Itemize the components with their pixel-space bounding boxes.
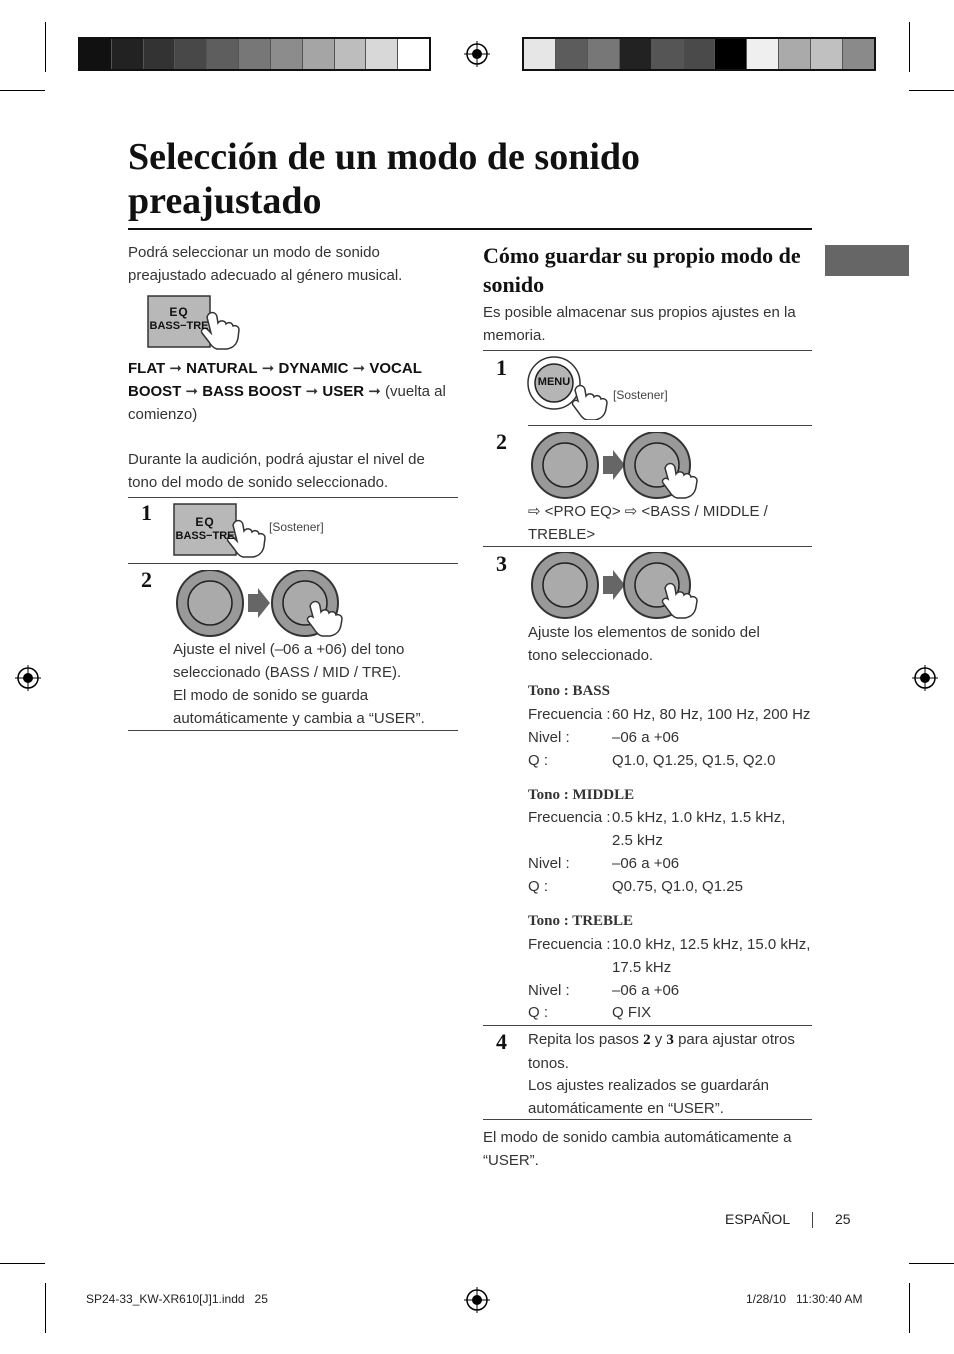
right-step4-text2: Los ajustes realizados se guardarán automáticamente en “USER”.: [528, 1077, 769, 1117]
crop-mark: [0, 90, 45, 91]
step-ref-2: 2: [643, 1032, 651, 1048]
frequency-value-continued: 17.5 kHz: [612, 959, 672, 976]
tone-title: Tono : TREBLE: [528, 913, 634, 929]
step-rule: [483, 546, 812, 547]
q-label: Q :: [528, 1004, 549, 1021]
step4-text-mid: y: [654, 1031, 663, 1048]
registration-mark-icon: [464, 1287, 490, 1313]
arrow-right-icon: ➞: [368, 383, 381, 400]
eq-label: EQ: [169, 305, 189, 319]
tone-q-row: [528, 749, 812, 772]
crop-mark: [909, 22, 910, 72]
registration-mark-icon: [464, 41, 490, 67]
q-label: Q :: [528, 752, 549, 769]
tone-frequency-row: [528, 933, 812, 979]
tone-title: Tono : BASS: [528, 683, 610, 699]
tone-group-middle: [528, 784, 812, 904]
section-heading: Cómo guardar su propio modo de sonido: [483, 243, 801, 297]
level-value: –06 a +06: [612, 855, 680, 872]
tone-frequency-row: [528, 703, 812, 726]
crop-mark: [909, 90, 954, 91]
mode-sequence: [128, 357, 453, 426]
left-step1-hold: [Sostener]: [269, 520, 324, 534]
level-value: –06 a +06: [612, 729, 680, 746]
footer-divider: [812, 1212, 813, 1228]
menu-path-pro-eq: <PRO EQ>: [544, 503, 621, 520]
right-step4-number: 4: [496, 1029, 507, 1054]
right-intro: Es posible almacenar sus propios ajustes en la memoria.: [483, 304, 796, 344]
step-rule: [483, 1119, 812, 1120]
left-step1-number: 1: [141, 500, 152, 525]
mode-flat: FLAT: [128, 360, 166, 377]
bass-tre-label: BASS−TRE: [149, 320, 209, 332]
q-value: Q0.75, Q1.0, Q1.25: [612, 878, 743, 895]
frequency-label: Frecuencia :: [528, 936, 611, 953]
footer-language: ESPAÑOL: [725, 1211, 791, 1227]
mode-dynamic: DYNAMIC: [278, 360, 349, 377]
step-rule: [128, 563, 458, 564]
step-rule: [528, 425, 812, 426]
arrow-right-icon: [248, 588, 270, 618]
tone-group-treble: [528, 910, 812, 1030]
q-value: Q FIX: [612, 1004, 652, 1021]
step-rule: [128, 730, 458, 731]
frequency-value: 60 Hz, 80 Hz, 100 Hz, 200 Hz: [612, 706, 811, 723]
tone-q-row: [528, 1001, 812, 1024]
left-step2-number: 2: [141, 567, 152, 592]
eq-bass-tre-button[interactable]: [173, 503, 273, 558]
crop-mark: [45, 1283, 46, 1333]
step4-text-pre: Repita los pasos: [528, 1031, 639, 1048]
footer-page-number: 25: [835, 1211, 851, 1227]
crop-mark: [909, 1283, 910, 1333]
right-step2-path: [528, 500, 803, 546]
pointing-hand-icon: [572, 386, 607, 421]
right-step1-hold: [Sostener]: [613, 388, 668, 402]
level-label: Nivel :: [528, 855, 570, 872]
arrow-right-icon: ➞: [305, 383, 319, 400]
control-dial-illustration[interactable]: [527, 432, 707, 500]
tone-level-row: [528, 852, 812, 875]
crop-mark: [909, 1263, 954, 1264]
frequency-label: Frecuencia :: [528, 706, 611, 723]
mode-user: USER: [322, 383, 365, 400]
q-label: Q :: [528, 878, 549, 895]
frequency-value: 0.5 kHz, 1.0 kHz, 1.5 kHz,: [612, 809, 786, 826]
tone-level-row: [528, 979, 812, 1002]
title-rule: [128, 228, 812, 230]
right-step4-text1: [528, 1028, 808, 1075]
level-label: Nivel :: [528, 982, 570, 999]
language-tab-marker: [825, 245, 909, 276]
arrow-right-icon: [603, 450, 625, 480]
crop-mark: [0, 1263, 45, 1264]
right-outro: El modo de sonido cambia automáticamente a “USER”.: [483, 1129, 792, 1169]
left-during-text: Durante la audición, podrá ajustar el nivel de tono del modo de sonido seleccionado.: [128, 451, 425, 491]
sequence-tail: (vuelta al comienzo): [128, 383, 446, 423]
q-value: Q1.0, Q1.25, Q1.5, Q2.0: [612, 752, 776, 769]
control-dial-illustration[interactable]: [527, 552, 707, 620]
crop-mark: [45, 22, 46, 72]
step-ref-3: 3: [666, 1032, 674, 1048]
arrow-right-icon: ➞: [352, 360, 366, 377]
tone-title: Tono : MIDDLE: [528, 787, 635, 803]
registration-mark-icon: [912, 665, 938, 691]
arrow-right-icon: ➞: [261, 360, 275, 377]
right-step1-number: 1: [496, 355, 507, 380]
tone-level-row: [528, 726, 812, 749]
tone-frequency-row: [528, 806, 812, 852]
right-step3-text: Ajuste los elementos de sonido del tono seleccionado.: [528, 624, 760, 664]
arrow-right-icon: ➞: [169, 360, 182, 377]
mode-bass-boost: BASS BOOST: [202, 383, 302, 400]
frequency-value: 10.0 kHz, 12.5 kHz, 15.0 kHz,: [612, 936, 811, 953]
left-step2-text2: El modo de sonido se guarda automáticamente y cambia a “USER”.: [173, 687, 425, 727]
step-rule: [483, 350, 812, 351]
arrow-right-icon: [603, 570, 625, 600]
color-bar-right: [522, 37, 876, 71]
print-slug-file: SP24-33_KW-XR610[J]1.indd 25: [86, 1292, 268, 1306]
tone-group-bass: [528, 680, 812, 780]
eq-label: EQ: [195, 515, 215, 529]
level-value: –06 a +06: [612, 982, 680, 999]
bass-tre-label: BASS−TRE: [175, 530, 235, 542]
step-rule: [128, 497, 458, 498]
page-title: Selección de un modo de sonido preajustado: [128, 136, 641, 222]
menu-path-tones: <BASS / MIDDLE / TREBLE>: [528, 503, 768, 543]
hollow-arrow-icon: ⇨: [528, 503, 541, 520]
left-intro: Podrá seleccionar un modo de sonido preajustado adecuado al género musical.: [128, 244, 403, 284]
hollow-arrow-icon: ⇨: [624, 503, 638, 520]
control-dial-illustration[interactable]: [172, 570, 352, 638]
tone-q-row: [528, 875, 812, 898]
frequency-label: Frecuencia :: [528, 809, 611, 826]
arrow-right-icon: ➞: [185, 383, 199, 400]
registration-mark-icon: [15, 665, 41, 691]
mode-natural: NATURAL: [186, 360, 258, 377]
print-slug-timestamp: 1/28/10 11:30:40 AM: [746, 1292, 863, 1306]
level-label: Nivel :: [528, 729, 570, 746]
left-step2-text1: Ajuste el nivel (–06 a +06) del tono seleccionado (BASS / MID / TRE).: [173, 641, 405, 681]
menu-button[interactable]: [527, 356, 617, 420]
frequency-value-continued: 2.5 kHz: [612, 832, 663, 849]
eq-bass-tre-button[interactable]: [147, 295, 247, 350]
right-step2-number: 2: [496, 429, 507, 454]
right-step3-number: 3: [496, 551, 507, 576]
step4-text-post: para ajustar otros tonos.: [528, 1031, 795, 1072]
step-rule: [483, 1025, 812, 1026]
mode-vocal-boost: VOCAL BOOST: [128, 360, 422, 400]
color-bar-left: [78, 37, 431, 71]
menu-label: MENU: [537, 376, 571, 388]
